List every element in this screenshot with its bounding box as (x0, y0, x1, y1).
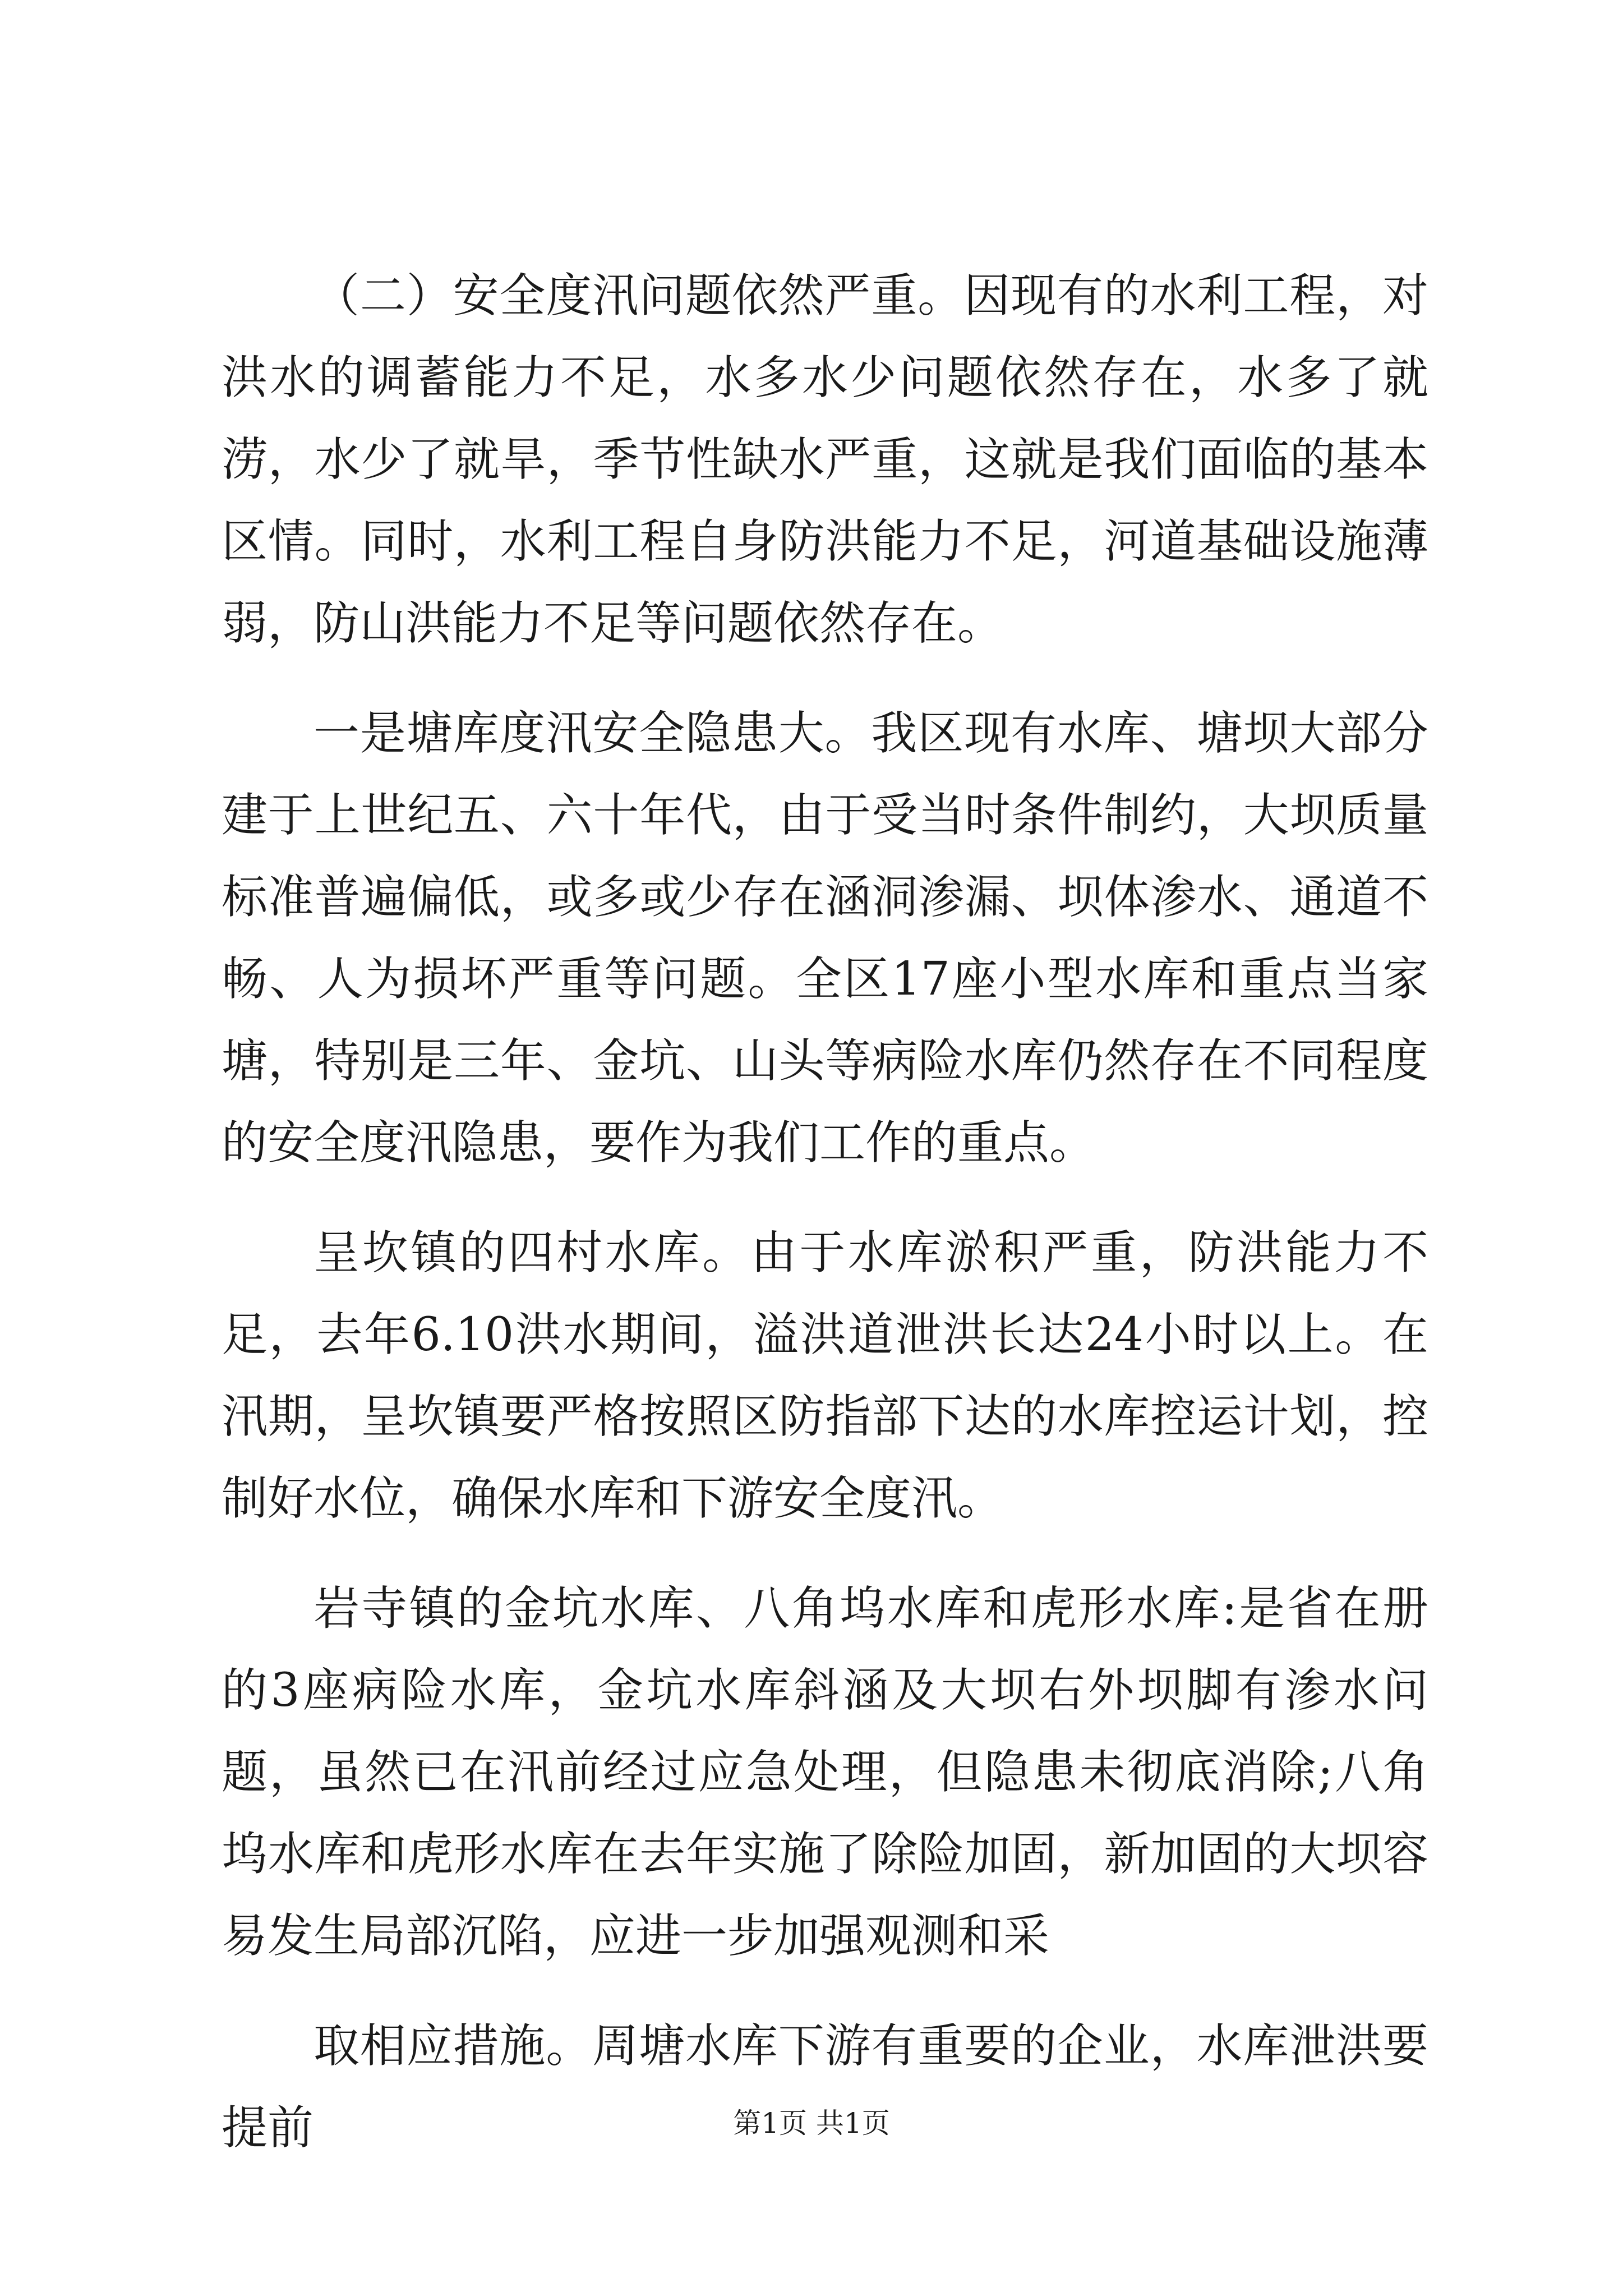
paragraph-reservoir-hazards: 一是塘库度汛安全隐患大。我区现有水库、塘坝大部分建于上世纪五、六十年代，由于受当时条件制约，大坝质量标准普遍偏低，或多或少存在涵洞渗漏、坝体渗水、通道不畅、人为损坏严重等问题。全区17座小型水库和重点当家塘，特别是三年、金坑、山头等病险水库仍然存在不同程度的安全度汛隐患，要作为我们工作的重点。 (222, 707, 1428, 1170)
paragraph-zhoutang-reservoir: 取相应措施。周塘水库下游有重要的企业，水库泄洪要提前 (222, 2019, 1428, 2155)
paragraph-sicun-reservoir: 呈坎镇的四村水库。由于水库淤积严重，防洪能力不足，去年6.10洪水期间，溢洪道泄洪长达24小时以上。在汛期，呈坎镇要严格按照区防指部下达的水库控运计划，控制好水位，确保水库和下游安全度汛。 (222, 1226, 1428, 1525)
page-footer: 第1页 共1页 (733, 2107, 890, 2139)
paragraph-yansi-reservoirs: 岩寺镇的金坑水库、八角坞水库和虎形水库:是省在册的3座病险水库，金坑水库斜涵及大坝右外坝脚有渗水问题，虽然已在汛前经过应急处理，但隐患未彻底消除;八角坞水库和虎形水库在去年实施了除险加固，新加固的大坝容易发生局部沉陷，应进一步加强观测和采 (222, 1582, 1428, 1963)
paragraph-flood-safety-issue: （二）安全度汛问题依然严重。因现有的水利工程，对洪水的调蓄能力不足，水多水少问题依然存在，水多了就涝，水少了就旱，季节性缺水严重，这就是我们面临的基本区情。同时，水利工程自身防洪能力不足，河道基础设施薄弱，防山洪能力不足等问题依然存在。 (222, 269, 1428, 650)
document-body (222, 255, 1428, 2197)
